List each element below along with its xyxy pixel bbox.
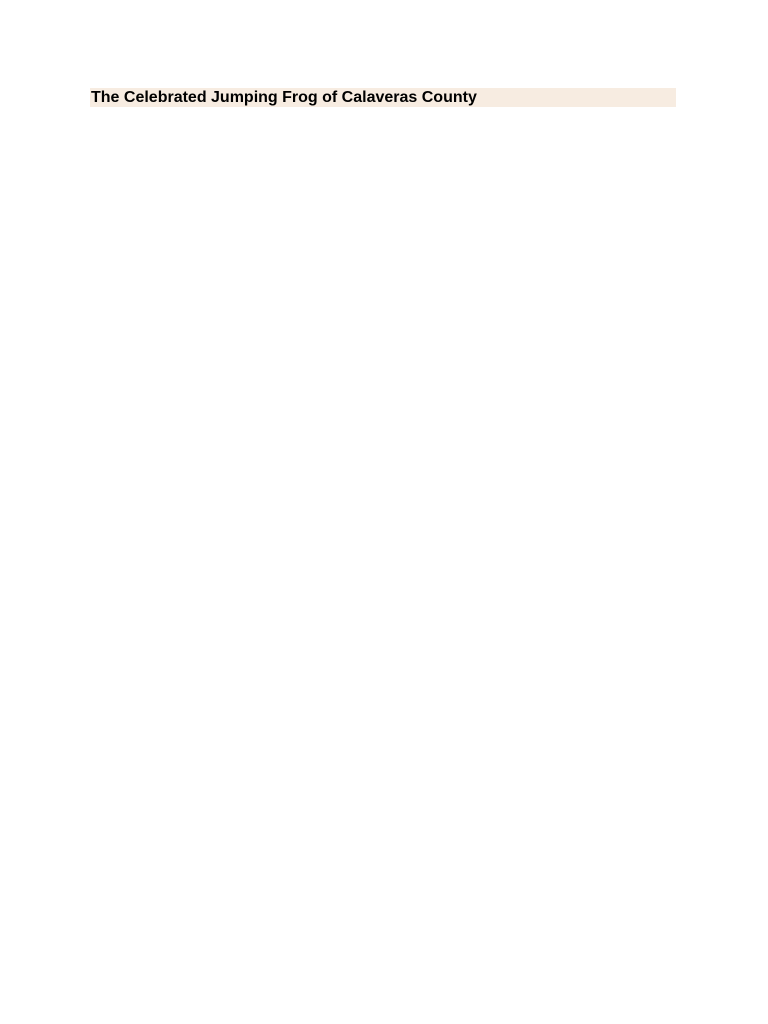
- paragraph-10: [91, 729, 675, 737]
- paragraph-2: [91, 118, 675, 159]
- paragraph-14: [91, 830, 675, 838]
- paragraph-12: [91, 778, 675, 786]
- paragraph-8: [91, 672, 675, 686]
- paragraph-13: [91, 802, 675, 816]
- paragraph-4: [91, 246, 675, 354]
- paragraph-3: [91, 175, 675, 223]
- paragraph-7: [91, 533, 675, 615]
- paragraph-11: [91, 753, 675, 761]
- paragraph-5: [91, 370, 675, 418]
- paragraph-6: [91, 434, 675, 536]
- page-title: The Celebrated Jumping Frog of Calaveras County: [91, 89, 477, 106]
- paragraph-1: [91, 62, 675, 103]
- paragraph-9: [91, 703, 675, 711]
